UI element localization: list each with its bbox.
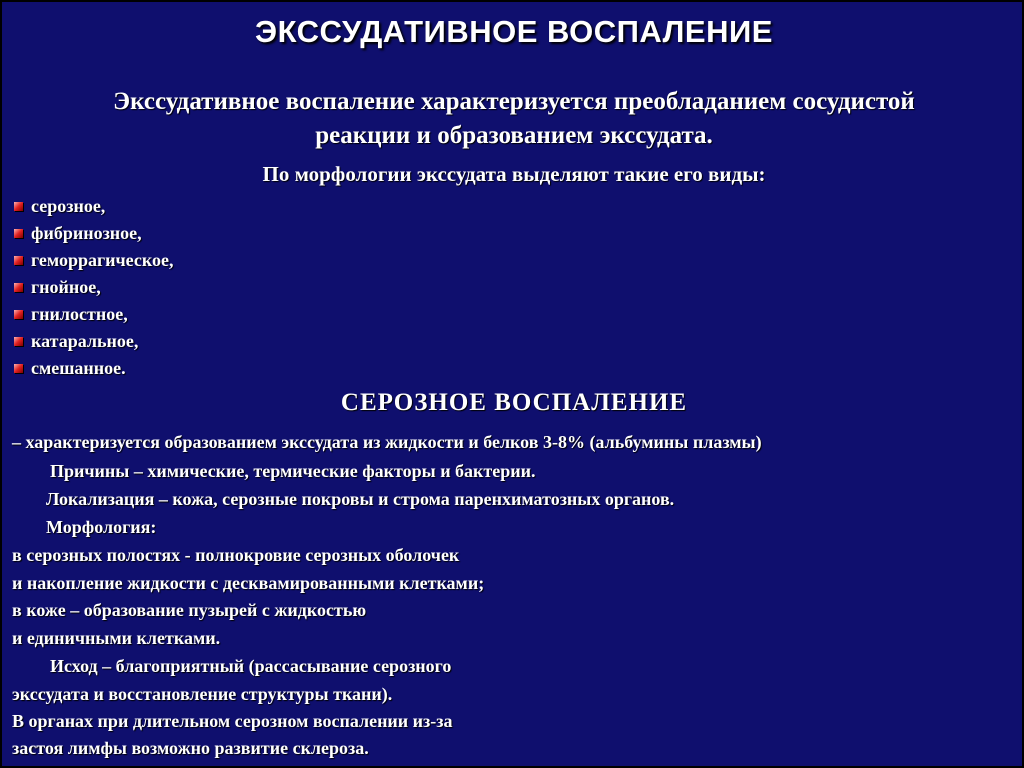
serous-outcome: Исход – благоприятный (рассасывание серозного bbox=[50, 656, 452, 676]
type-label: смешанное. bbox=[31, 358, 126, 378]
type-label: гнойное, bbox=[31, 277, 101, 297]
list-item bbox=[14, 328, 174, 355]
intro-text bbox=[22, 85, 1006, 153]
type-label: геморрагическое, bbox=[31, 250, 174, 270]
serous-section-title: СЕРОЗНОЕ ВОСПАЛЕНИЕ bbox=[340, 389, 688, 416]
square-bullet-icon bbox=[14, 310, 23, 319]
serous-localization: Локализация – кожа, серозные покровы и строма паренхиматозных органов. bbox=[46, 489, 675, 509]
list-item bbox=[14, 193, 174, 220]
serous-morphology-line: в серозных полостях - полнокровие серозных оболочек bbox=[12, 545, 460, 565]
serous-morphology-label: Морфология: bbox=[46, 517, 157, 537]
square-bullet-icon bbox=[14, 337, 23, 346]
serous-morphology-line: и единичными клетками. bbox=[12, 628, 221, 648]
type-label: фибринозное, bbox=[31, 223, 142, 243]
square-bullet-icon bbox=[14, 256, 23, 265]
list-item bbox=[14, 301, 174, 328]
list-item bbox=[14, 274, 174, 301]
square-bullet-icon bbox=[14, 283, 23, 292]
list-item bbox=[14, 355, 174, 382]
type-label: серозное, bbox=[31, 196, 106, 216]
serous-definition: – характеризуется образованием экссудата из жидкости и белков 3-8% (альбумины плазмы) bbox=[12, 432, 762, 452]
square-bullet-icon bbox=[14, 364, 23, 373]
serous-outcome-cont: экссудата и восстановление структуры ткани). bbox=[12, 684, 393, 704]
intro-line-2: реакции и образованием экссудата. bbox=[315, 122, 713, 149]
square-bullet-icon bbox=[14, 202, 23, 211]
serous-morphology-line: в коже – образование пузырей с жидкостью bbox=[12, 600, 367, 620]
list-item bbox=[14, 220, 174, 247]
types-heading: По морфологии экссудата выделяют такие его виды: bbox=[262, 162, 766, 186]
types-list bbox=[14, 193, 174, 382]
serous-morphology-line: и накопление жидкости с десквамированными клетками; bbox=[12, 573, 485, 593]
type-label: гнилостное, bbox=[31, 304, 128, 324]
serous-causes: Причины – химические, термические факторы и бактерии. bbox=[50, 461, 536, 481]
list-item bbox=[14, 247, 174, 274]
serous-sclerosis-cont: застоя лимфы возможно развитие склероза. bbox=[12, 738, 369, 758]
serous-sclerosis: В органах при длительном серозном воспалении из-за bbox=[12, 711, 453, 731]
square-bullet-icon bbox=[14, 229, 23, 238]
type-label: катаральное, bbox=[31, 331, 139, 351]
slide-title: ЭКССУДАТИВНОЕ ВОСПАЛЕНИЕ bbox=[255, 14, 773, 49]
intro-line-1: Экссудативное воспаление характеризуется преобладанием сосудистой bbox=[113, 88, 915, 115]
